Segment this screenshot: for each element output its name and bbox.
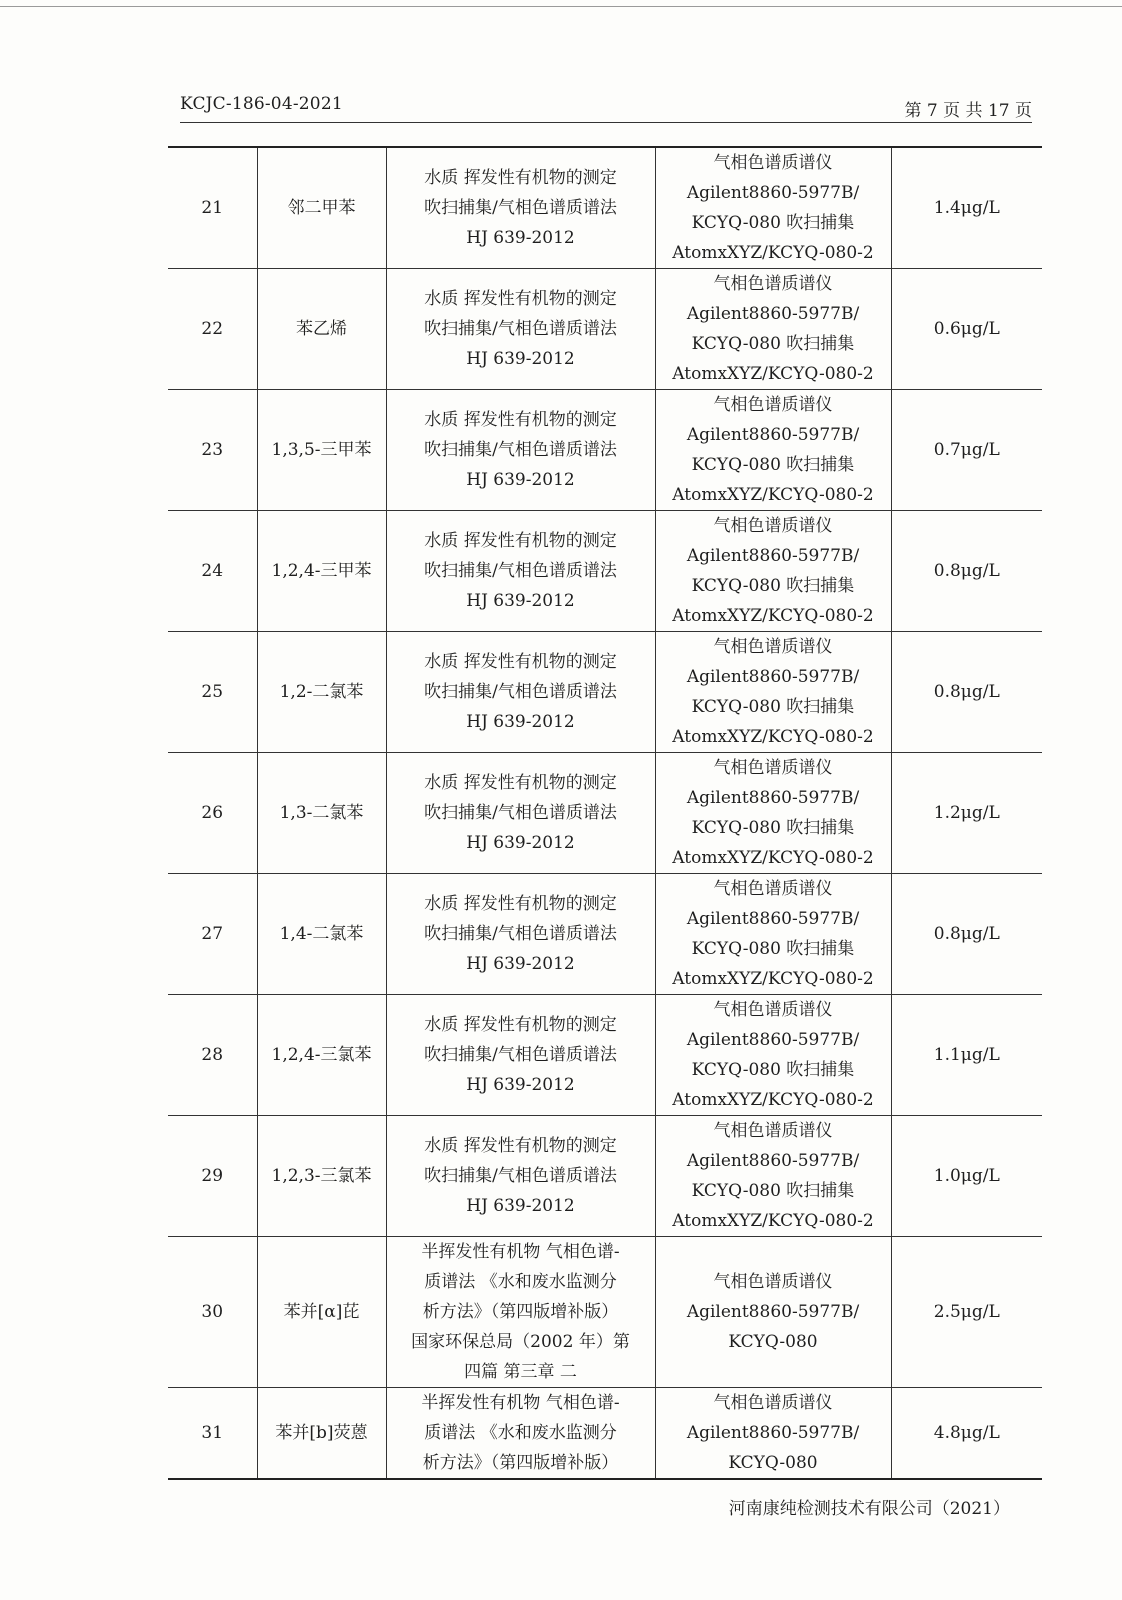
method-cell — [386, 1237, 655, 1388]
instrument-line: AtomxXYZ/KCYQ-080-2 — [672, 485, 874, 505]
item-name-cell: 苯并[α]芘 — [257, 1237, 386, 1388]
method-line: 半挥发性有机物 气相色谱- — [421, 1393, 620, 1413]
instrument-cell — [655, 511, 891, 632]
item-name-cell: 邻二甲苯 — [257, 147, 386, 269]
table-row — [168, 269, 1042, 390]
instrument-line: KCYQ-080 吹扫捕集 — [691, 1060, 855, 1080]
document-code: KCJC-186-04-2021 — [180, 94, 343, 114]
item-name-cell: 苯并[b]荧蒽 — [257, 1388, 386, 1480]
method-line: 吹扫捕集/气相色谱质谱法 — [424, 561, 617, 581]
detection-limit-cell: 1.2μg/L — [891, 753, 1042, 874]
method-cell — [386, 390, 655, 511]
detection-limit-cell: 0.8μg/L — [891, 874, 1042, 995]
method-line: 吹扫捕集/气相色谱质谱法 — [424, 924, 617, 944]
method-line: HJ 639-2012 — [466, 1196, 575, 1216]
row-number-cell: 21 — [168, 147, 257, 269]
row-number-cell: 29 — [168, 1116, 257, 1237]
detection-limit-cell: 0.8μg/L — [891, 511, 1042, 632]
instrument-line: KCYQ-080 — [728, 1453, 818, 1473]
header-rule — [180, 122, 1032, 123]
instrument-line: Agilent8860-5977B/ — [686, 1302, 860, 1322]
instrument-cell — [655, 1237, 891, 1388]
instrument-line: KCYQ-080 吹扫捕集 — [691, 455, 855, 475]
instrument-line: 气相色谱质谱仪 — [713, 153, 833, 173]
instrument-line: AtomxXYZ/KCYQ-080-2 — [672, 1211, 874, 1231]
instrument-line: Agilent8860-5977B/ — [686, 1151, 860, 1171]
item-name-cell: 1,4-二氯苯 — [257, 874, 386, 995]
instrument-line: KCYQ-080 吹扫捕集 — [691, 939, 855, 959]
instrument-line: 气相色谱质谱仪 — [713, 879, 833, 899]
method-line: 国家环保总局（2002 年）第 — [411, 1332, 630, 1352]
method-cell — [386, 269, 655, 390]
table-row — [168, 390, 1042, 511]
instrument-line: KCYQ-080 吹扫捕集 — [691, 818, 855, 838]
method-cell — [386, 511, 655, 632]
instrument-line: AtomxXYZ/KCYQ-080-2 — [672, 848, 874, 868]
method-line: 水质 挥发性有机物的测定 — [424, 652, 617, 672]
row-number-cell: 27 — [168, 874, 257, 995]
method-cell — [386, 1116, 655, 1237]
table-row — [168, 874, 1042, 995]
method-line: HJ 639-2012 — [466, 228, 575, 248]
instrument-line: Agilent8860-5977B/ — [686, 909, 860, 929]
table-row — [168, 1388, 1042, 1480]
method-line: 质谱法 《水和废水监测分 — [424, 1423, 617, 1443]
footer-company: 河南康纯检测技术有限公司（2021） — [728, 1499, 1010, 1519]
method-line: 水质 挥发性有机物的测定 — [424, 531, 617, 551]
instrument-cell — [655, 1116, 891, 1237]
instrument-line: 气相色谱质谱仪 — [713, 395, 833, 415]
item-name-cell: 1,2,4-三氯苯 — [257, 995, 386, 1116]
page-indicator: 第 7 页 共 17 页 — [904, 101, 1032, 121]
row-number-cell: 23 — [168, 390, 257, 511]
method-line: 吹扫捕集/气相色谱质谱法 — [424, 198, 617, 218]
method-line: HJ 639-2012 — [466, 470, 575, 490]
method-line: 水质 挥发性有机物的测定 — [424, 289, 617, 309]
method-line: 水质 挥发性有机物的测定 — [424, 773, 617, 793]
instrument-line: KCYQ-080 吹扫捕集 — [691, 213, 855, 233]
row-number-cell: 30 — [168, 1237, 257, 1388]
instrument-line: 气相色谱质谱仪 — [713, 1000, 833, 1020]
detection-limit-cell: 1.4μg/L — [891, 147, 1042, 269]
instrument-line: Agilent8860-5977B/ — [686, 1423, 860, 1443]
instrument-line: AtomxXYZ/KCYQ-080-2 — [672, 969, 874, 989]
instrument-line: 气相色谱质谱仪 — [713, 274, 833, 294]
method-cell — [386, 147, 655, 269]
table-row — [168, 1237, 1042, 1388]
method-line: HJ 639-2012 — [466, 591, 575, 611]
row-number-cell: 26 — [168, 753, 257, 874]
instrument-line: Agilent8860-5977B/ — [686, 1030, 860, 1050]
instrument-line: 气相色谱质谱仪 — [713, 637, 833, 657]
method-cell — [386, 753, 655, 874]
row-number-cell: 25 — [168, 632, 257, 753]
table-body — [168, 147, 1042, 1479]
item-name-cell: 苯乙烯 — [257, 269, 386, 390]
instrument-cell — [655, 753, 891, 874]
method-cell — [386, 995, 655, 1116]
method-line: 水质 挥发性有机物的测定 — [424, 410, 617, 430]
method-line: 水质 挥发性有机物的测定 — [424, 1015, 617, 1035]
row-number-cell: 31 — [168, 1388, 257, 1480]
instrument-line: AtomxXYZ/KCYQ-080-2 — [672, 1090, 874, 1110]
instrument-line: Agilent8860-5977B/ — [686, 304, 860, 324]
instrument-line: 气相色谱质谱仪 — [713, 1121, 833, 1141]
top-edge-rule — [0, 6, 1122, 7]
item-name-cell: 1,3,5-三甲苯 — [257, 390, 386, 511]
method-line: HJ 639-2012 — [466, 712, 575, 732]
method-line: 析方法》（第四版增补版） — [422, 1453, 619, 1473]
method-line: 吹扫捕集/气相色谱质谱法 — [424, 803, 617, 823]
method-cell — [386, 1388, 655, 1480]
page-header — [180, 94, 1032, 124]
instrument-line: Agilent8860-5977B/ — [686, 667, 860, 687]
item-name-cell: 1,2-二氯苯 — [257, 632, 386, 753]
item-name-cell: 1,2,4-三甲苯 — [257, 511, 386, 632]
instrument-line: KCYQ-080 — [728, 1332, 818, 1352]
instrument-line: Agilent8860-5977B/ — [686, 425, 860, 445]
instrument-line: AtomxXYZ/KCYQ-080-2 — [672, 364, 874, 384]
method-line: 水质 挥发性有机物的测定 — [424, 894, 617, 914]
row-number-cell: 28 — [168, 995, 257, 1116]
item-name-cell: 1,3-二氯苯 — [257, 753, 386, 874]
method-line: 半挥发性有机物 气相色谱- — [421, 1242, 620, 1262]
table-row — [168, 753, 1042, 874]
instrument-line: AtomxXYZ/KCYQ-080-2 — [672, 243, 874, 263]
instrument-line: AtomxXYZ/KCYQ-080-2 — [672, 606, 874, 626]
method-line: HJ 639-2012 — [466, 833, 575, 853]
row-number-cell: 22 — [168, 269, 257, 390]
method-line: 水质 挥发性有机物的测定 — [424, 1136, 617, 1156]
detection-limit-cell: 4.8μg/L — [891, 1388, 1042, 1480]
instrument-line: Agilent8860-5977B/ — [686, 546, 860, 566]
detection-limit-cell: 1.1μg/L — [891, 995, 1042, 1116]
method-line: 析方法》（第四版增补版） — [422, 1302, 619, 1322]
detection-limit-cell: 1.0μg/L — [891, 1116, 1042, 1237]
method-line: 吹扫捕集/气相色谱质谱法 — [424, 319, 617, 339]
instrument-cell — [655, 1388, 891, 1480]
method-line: 水质 挥发性有机物的测定 — [424, 168, 617, 188]
instrument-line: KCYQ-080 吹扫捕集 — [691, 576, 855, 596]
instrument-cell — [655, 147, 891, 269]
method-line: 质谱法 《水和废水监测分 — [424, 1272, 617, 1292]
instrument-line: Agilent8860-5977B/ — [686, 183, 860, 203]
instrument-line: 气相色谱质谱仪 — [713, 516, 833, 536]
detection-limit-cell: 0.6μg/L — [891, 269, 1042, 390]
detection-limit-cell: 2.5μg/L — [891, 1237, 1042, 1388]
method-line: HJ 639-2012 — [466, 349, 575, 369]
method-line: HJ 639-2012 — [466, 954, 575, 974]
item-name-cell: 1,2,3-三氯苯 — [257, 1116, 386, 1237]
table-row — [168, 147, 1042, 269]
instrument-cell — [655, 874, 891, 995]
method-line: 四篇 第三章 二 — [464, 1362, 577, 1382]
instrument-line: 气相色谱质谱仪 — [713, 1272, 833, 1292]
detection-limit-cell: 0.8μg/L — [891, 632, 1042, 753]
method-cell — [386, 632, 655, 753]
instrument-line: AtomxXYZ/KCYQ-080-2 — [672, 727, 874, 747]
instrument-cell — [655, 632, 891, 753]
instrument-line: KCYQ-080 吹扫捕集 — [691, 334, 855, 354]
method-line: 吹扫捕集/气相色谱质谱法 — [424, 682, 617, 702]
instrument-line: 气相色谱质谱仪 — [713, 1393, 833, 1413]
instrument-cell — [655, 269, 891, 390]
detection-limit-table — [168, 146, 1042, 1480]
instrument-cell — [655, 390, 891, 511]
method-line: 吹扫捕集/气相色谱质谱法 — [424, 440, 617, 460]
method-line: HJ 639-2012 — [466, 1075, 575, 1095]
row-number-cell: 24 — [168, 511, 257, 632]
instrument-line: 气相色谱质谱仪 — [713, 758, 833, 778]
method-line: 吹扫捕集/气相色谱质谱法 — [424, 1166, 617, 1186]
method-cell — [386, 874, 655, 995]
method-line: 吹扫捕集/气相色谱质谱法 — [424, 1045, 617, 1065]
instrument-line: KCYQ-080 吹扫捕集 — [691, 1181, 855, 1201]
instrument-line: KCYQ-080 吹扫捕集 — [691, 697, 855, 717]
table-row — [168, 632, 1042, 753]
instrument-cell — [655, 995, 891, 1116]
table-row — [168, 995, 1042, 1116]
table-row — [168, 1116, 1042, 1237]
detection-limit-cell: 0.7μg/L — [891, 390, 1042, 511]
instrument-line: Agilent8860-5977B/ — [686, 788, 860, 808]
table-row — [168, 511, 1042, 632]
